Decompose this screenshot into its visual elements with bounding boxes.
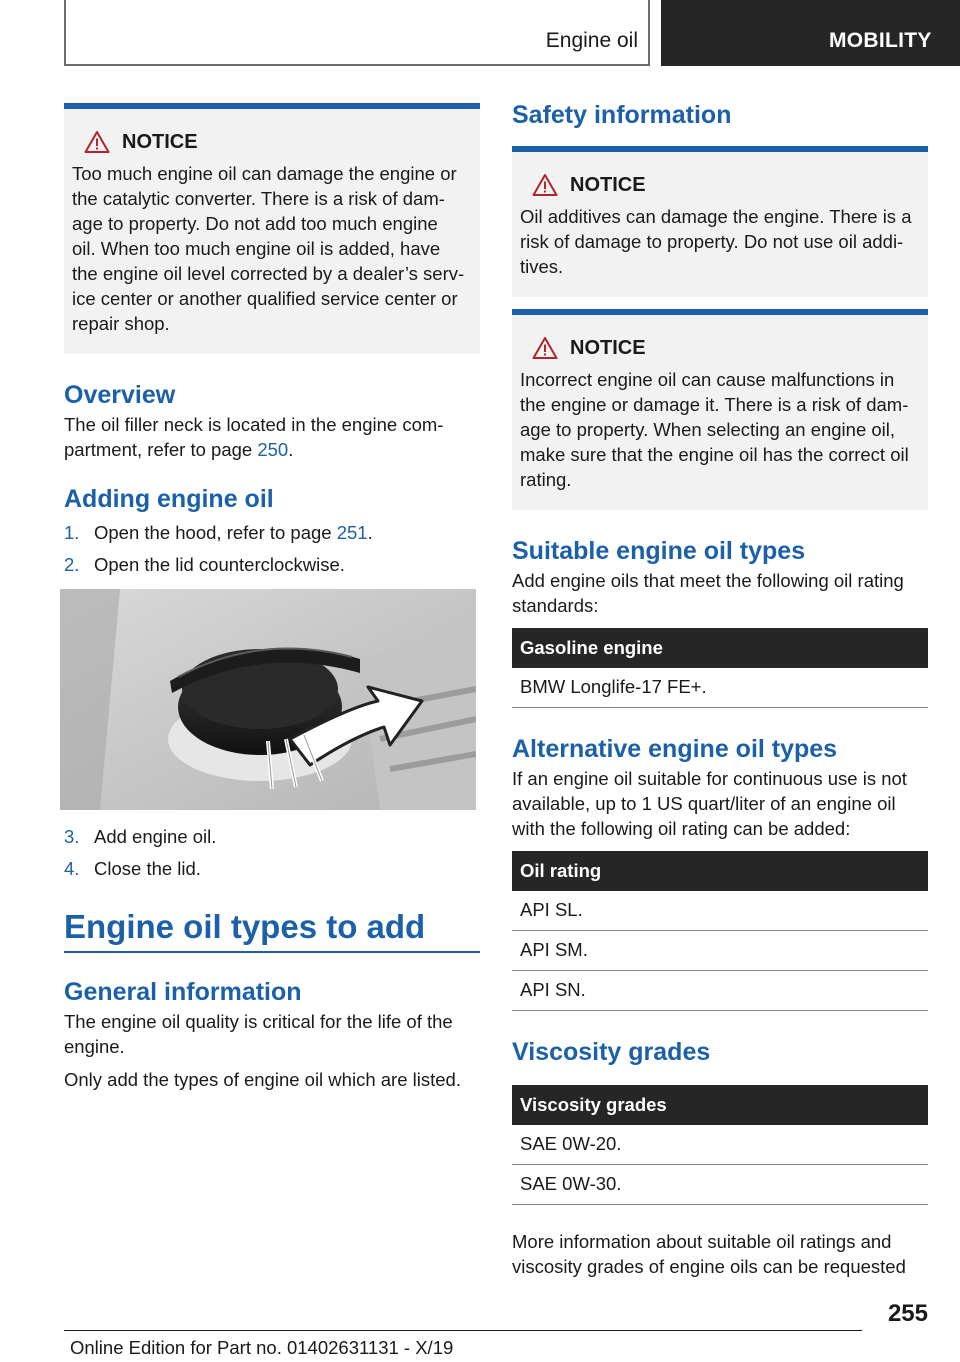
page-link-250[interactable]: 250 <box>257 439 289 460</box>
warning-triangle-icon <box>84 130 110 154</box>
table-row: API SM. <box>512 931 928 971</box>
general-info-text <box>64 1009 480 1059</box>
adding-steps-list <box>64 520 480 577</box>
viscosity-more-info <box>512 1229 928 1279</box>
general-info-note: Only add the types of engine oil which are listed. <box>64 1069 461 1090</box>
notice-text <box>72 161 472 336</box>
notice-line: age to property. When selecting an engine oil, <box>520 419 896 440</box>
table-row: API SN. <box>512 971 928 1011</box>
oil-cap-illustration <box>60 589 476 810</box>
page-link-251[interactable]: 251 <box>336 522 368 543</box>
table-header: Gasoline engine <box>512 628 928 668</box>
notice-line: rating. <box>520 469 572 490</box>
alternative-line: available, up to 1 US quart/liter of an engine oil <box>512 793 896 814</box>
notice-box-oil-overfill <box>64 103 480 354</box>
table-header: Oil rating <box>512 851 928 891</box>
viscosity-line: viscosity grades of engine oils can be requested <box>512 1256 906 1277</box>
oil-filler-cap-photo <box>60 589 476 810</box>
adding-oil-heading: Adding engine oil <box>64 485 274 513</box>
step-number: 1. <box>64 522 80 543</box>
notice-line: tives. <box>520 256 564 277</box>
left-column <box>64 103 480 1092</box>
list-item <box>64 520 480 545</box>
notice-line: Oil additives can damage the engine. There is a <box>520 206 912 227</box>
header-chapter-label: MOBILITY <box>829 29 932 52</box>
step-number: 2. <box>64 554 80 575</box>
general-line: engine. <box>64 1036 125 1057</box>
table-row: SAE 0W-20. <box>512 1125 928 1165</box>
alternative-line: with the following oil rating can be added: <box>512 818 851 839</box>
notice-title: NOTICE <box>122 130 198 153</box>
list-item <box>64 856 480 881</box>
suitable-line: standards: <box>512 595 599 616</box>
header-section-title: Engine oil <box>545 29 638 52</box>
table-header: Viscosity grades <box>512 1085 928 1125</box>
notice-box-incorrect-oil <box>512 309 928 510</box>
gasoline-engine-table <box>512 628 928 708</box>
general-info-heading: General information <box>64 978 302 1006</box>
overview-line-suffix: . <box>288 439 294 460</box>
general-line: The engine oil quality is critical for the life of the <box>64 1011 453 1032</box>
notice-line: Too much engine oil can damage the engine or <box>72 163 457 184</box>
notice-heading <box>72 129 472 155</box>
footer-divider <box>64 1330 862 1331</box>
step-text: Open the hood, refer to page <box>94 522 337 543</box>
table-row: SAE 0W-30. <box>512 1165 928 1205</box>
step-text: Add engine oil. <box>94 826 217 847</box>
viscosity-line: More information about suitable oil ratings and <box>512 1231 892 1252</box>
warning-triangle-icon <box>532 336 558 360</box>
overview-line: partment, refer to page <box>64 439 258 460</box>
notice-box-oil-additives <box>512 146 928 297</box>
notice-line: the engine oil level corrected by a dealer’s serv- <box>72 263 465 284</box>
suitable-oil-heading: Suitable engine oil types <box>512 537 806 565</box>
overview-line: The oil filler neck is located in the engine com- <box>64 414 444 435</box>
notice-heading <box>520 335 920 361</box>
header-chapter-tab <box>661 0 960 66</box>
notice-text <box>520 204 920 279</box>
footer-edition: Online Edition for Part no. 01402631131 - X/19 <box>70 1337 454 1358</box>
step-text: Open the lid counterclockwise. <box>94 554 345 575</box>
step-suffix: . <box>367 522 373 543</box>
step-text: Close the lid. <box>94 858 201 879</box>
notice-heading <box>520 172 920 198</box>
notice-title: NOTICE <box>570 173 646 196</box>
notice-line: the engine or damage it. There is a risk of dam- <box>520 394 909 415</box>
page-number: 255 <box>887 1300 928 1327</box>
right-column <box>512 100 928 1279</box>
notice-text <box>520 367 920 492</box>
step-number: 4. <box>64 858 80 879</box>
warning-triangle-icon <box>532 173 558 197</box>
adding-steps-list-continued <box>64 824 480 881</box>
oil-rating-table <box>512 851 928 1011</box>
overview-heading: Overview <box>64 381 176 409</box>
suitable-oil-text <box>512 568 928 618</box>
viscosity-table <box>512 1085 928 1205</box>
notice-line: risk of damage to property. Do not use oil addi- <box>520 231 904 252</box>
notice-line: make sure that the engine oil has the correct oil <box>520 444 909 465</box>
overview-text <box>64 412 480 462</box>
table-row: BMW Longlife-17 FE+. <box>512 668 928 708</box>
table-row: API SL. <box>512 891 928 931</box>
engine-oil-types-heading: Engine oil types to add <box>64 908 426 945</box>
notice-line: the catalytic converter. There is a risk of dam- <box>72 188 445 209</box>
list-item <box>64 824 480 849</box>
alternative-oil-text <box>512 766 928 841</box>
notice-line: oil. When too much engine oil is added, have <box>72 238 441 259</box>
viscosity-heading: Viscosity grades <box>512 1038 711 1066</box>
notice-line: ice center or another qualified service center or <box>72 288 458 309</box>
alternative-oil-heading: Alternative engine oil types <box>512 735 838 763</box>
safety-info-heading: Safety information <box>512 101 732 129</box>
notice-line: Incorrect engine oil can cause malfunctions in <box>520 369 895 390</box>
notice-line: age to property. Do not add too much engine <box>72 213 438 234</box>
alternative-line: If an engine oil suitable for continuous use is not <box>512 768 907 789</box>
list-item <box>64 552 480 577</box>
suitable-line: Add engine oils that meet the following oil rating <box>512 570 904 591</box>
chapter-heading-block <box>64 907 480 953</box>
notice-line: repair shop. <box>72 313 170 334</box>
notice-title: NOTICE <box>570 336 646 359</box>
step-number: 3. <box>64 826 80 847</box>
